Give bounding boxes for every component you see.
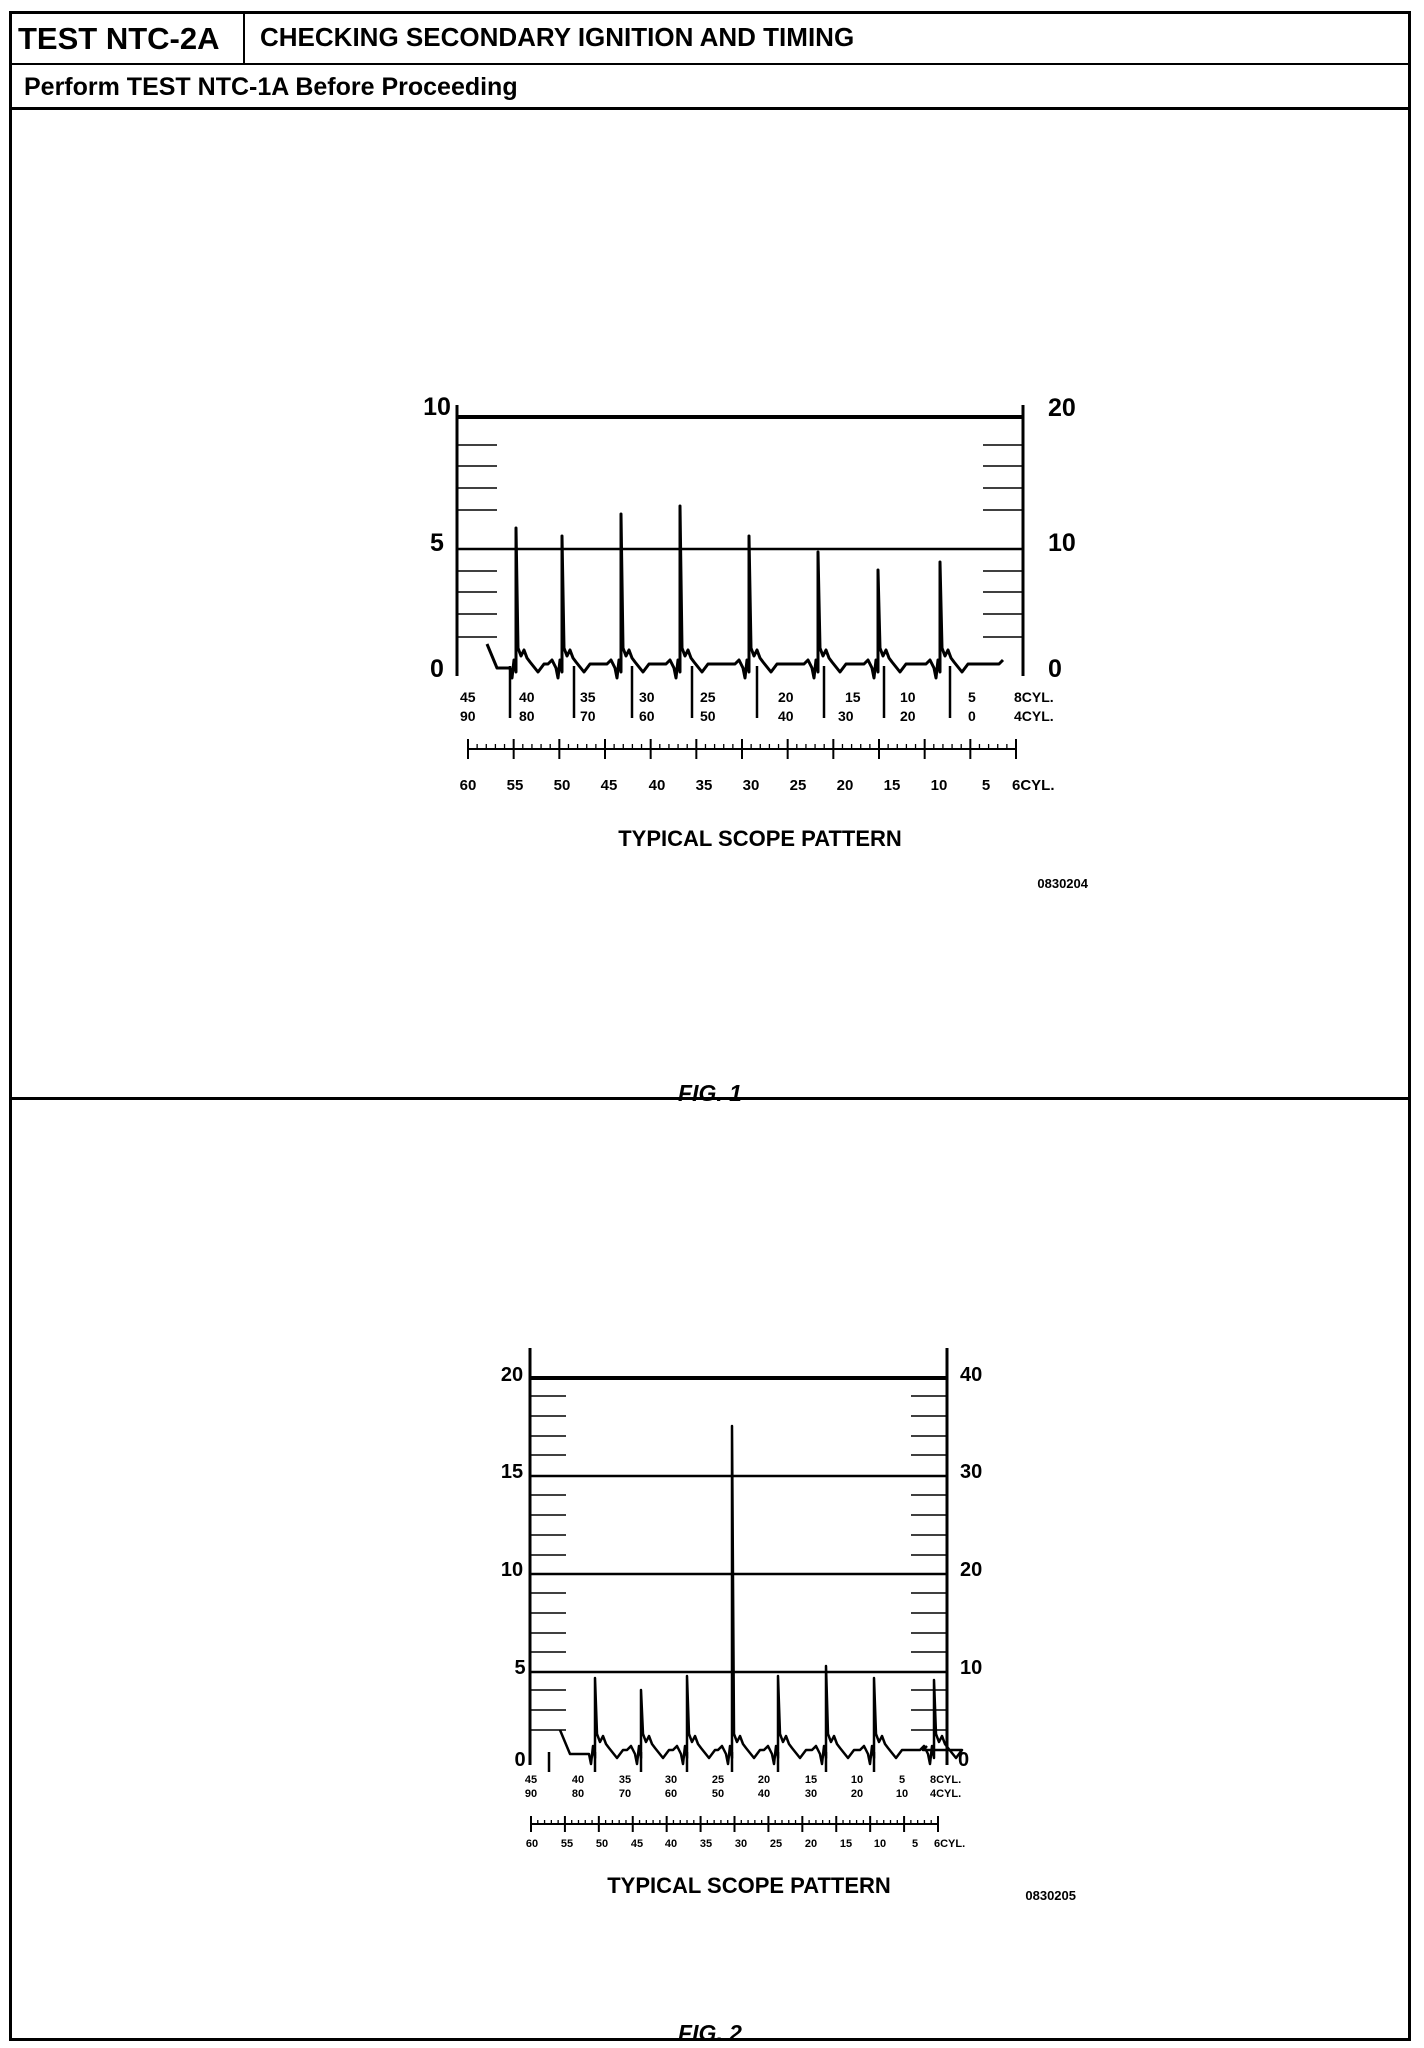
fig1-degree-ruler xyxy=(468,739,1016,759)
test-id: TEST NTC-2A xyxy=(12,14,245,63)
fig1-4cyl-80: 80 xyxy=(519,708,535,724)
fig1-8cyl-45: 45 xyxy=(460,689,476,705)
fig1-8cyl-15: 15 xyxy=(845,689,861,705)
fig2-6cyl-55: 55 xyxy=(560,1838,574,1850)
fig2-8cyl-30: 30 xyxy=(664,1774,678,1786)
fig2-8cyl-20: 20 xyxy=(757,1774,771,1786)
fig2-8cyl-5: 5 xyxy=(898,1774,906,1786)
fig2-grid xyxy=(530,1348,947,1765)
fig2-waveform xyxy=(549,1426,962,1772)
fig1-6cyl-5: 5 xyxy=(981,777,991,794)
test-page xyxy=(9,11,1411,2046)
fig2-pattern-label: TYPICAL SCOPE PATTERN xyxy=(607,1873,891,1898)
fig2-4cyl-90: 90 xyxy=(524,1788,538,1800)
fig1-8cyl-10: 10 xyxy=(900,689,916,705)
fig1-8cyl-label: 8CYL. xyxy=(1014,689,1054,705)
fig2-6cyl-45: 45 xyxy=(630,1838,644,1850)
fig1-8cyl-20: 20 xyxy=(778,689,794,705)
fig2-left-tick-0: 0 xyxy=(514,1749,526,1771)
fig1-8cyl-25: 25 xyxy=(700,689,716,705)
fig1-panel xyxy=(12,110,1408,1106)
fig2-8cyl-10: 10 xyxy=(850,1774,864,1786)
fig2-6cyl-60: 60 xyxy=(525,1838,539,1850)
fig1-8cyl-40: 40 xyxy=(519,689,535,705)
fig1-6cyl-25: 25 xyxy=(789,777,807,794)
fig2-4cyl-80: 80 xyxy=(571,1788,585,1800)
fig1-drawing-id: 0830204 xyxy=(1037,876,1088,891)
fig1-right-tick-10: 10 xyxy=(1048,529,1076,557)
fig1-caption: FIG. 1 xyxy=(678,1080,742,1106)
fig1-6cyl-label: 6CYL. xyxy=(1012,777,1055,794)
fig2-right-tick-0: 0 xyxy=(958,1749,970,1771)
fig1-6cyl-45: 45 xyxy=(600,777,618,794)
fig2-4cyl-label: 4CYL. xyxy=(930,1788,962,1800)
fig2-4cyl-70: 70 xyxy=(618,1788,632,1800)
fig1-6cyl-40: 40 xyxy=(648,777,666,794)
fig1-4cyl-20: 20 xyxy=(900,708,916,724)
fig2-8cyl-45: 45 xyxy=(524,1774,538,1786)
fig2-degree-ruler xyxy=(531,1816,938,1832)
prerequisite-note: Perform TEST NTC-1A Before Proceeding xyxy=(12,65,1408,110)
fig1-4cyl-0: 0 xyxy=(968,708,976,724)
fig2-8cyl-35: 35 xyxy=(618,1774,632,1786)
fig1-4cyl-90: 90 xyxy=(460,708,476,724)
fig1-right-tick-0: 0 xyxy=(1048,655,1062,683)
fig2-4cyl-30: 30 xyxy=(804,1788,818,1800)
fig1-left-tick-5: 5 xyxy=(430,529,444,557)
fig2-6cyl-30: 30 xyxy=(734,1838,748,1850)
fig1-8cyl-35: 35 xyxy=(580,689,596,705)
fig2-left-tick-10: 10 xyxy=(500,1559,524,1581)
fig2-8cyl-40: 40 xyxy=(571,1774,585,1786)
fig2-6cyl-label: 6CYL. xyxy=(934,1838,966,1850)
fig2-8cyl-25: 25 xyxy=(711,1774,725,1786)
fig2-6cyl-10: 10 xyxy=(873,1838,887,1850)
fig2-left-tick-20: 20 xyxy=(500,1364,524,1386)
fig2-6cyl-20: 20 xyxy=(804,1838,818,1850)
fig1-scope-trace xyxy=(487,506,1003,678)
fig2-6cyl-40: 40 xyxy=(664,1838,678,1850)
fig1-6cyl-60: 60 xyxy=(459,777,477,794)
fig1-6cyl-55: 55 xyxy=(506,777,524,794)
page-title: CHECKING SECONDARY IGNITION AND TIMING xyxy=(260,22,855,52)
fig1-6cyl-35: 35 xyxy=(695,777,713,794)
fig2-4cyl-20: 20 xyxy=(850,1788,864,1800)
fig1-left-tick-10: 10 xyxy=(423,393,451,421)
fig1-waveform xyxy=(487,506,1003,718)
fig2-right-tick-30: 30 xyxy=(960,1461,983,1483)
fig1-pattern-label: TYPICAL SCOPE PATTERN xyxy=(618,826,902,851)
fig2-4cyl-50: 50 xyxy=(711,1788,725,1800)
fig2-4cyl-10: 10 xyxy=(895,1788,909,1800)
fig2-scope-diagram xyxy=(12,1100,1408,2038)
fig1-grid xyxy=(457,405,1023,676)
fig2-6cyl-35: 35 xyxy=(699,1838,713,1850)
fig2-left-tick-15: 15 xyxy=(500,1461,524,1483)
fig1-4cyl-40: 40 xyxy=(778,708,794,724)
fig1-6cyl-20: 20 xyxy=(836,777,854,794)
fig1-6cyl-30: 30 xyxy=(742,777,760,794)
fig2-6cyl-5: 5 xyxy=(911,1838,919,1850)
header-row xyxy=(12,14,1408,65)
fig2-8cyl-15: 15 xyxy=(804,1774,818,1786)
fig2-4cyl-40: 40 xyxy=(757,1788,771,1800)
fig1-4cyl-60: 60 xyxy=(639,708,655,724)
fig2-panel xyxy=(12,1100,1408,2046)
fig2-drawing-id: 0830205 xyxy=(1025,1888,1076,1903)
fig1-6cyl-50: 50 xyxy=(553,777,571,794)
fig2-right-tick-20: 20 xyxy=(960,1559,983,1581)
fig1-4cyl-30: 30 xyxy=(838,708,854,724)
fig1-8cyl-5: 5 xyxy=(968,689,976,705)
fig1-right-tick-20: 20 xyxy=(1048,394,1076,422)
fig2-6cyl-15: 15 xyxy=(839,1838,853,1850)
fig2-right-tick-10: 10 xyxy=(960,1657,983,1679)
fig1-left-tick-0: 0 xyxy=(430,655,444,683)
fig2-8cyl-label: 8CYL. xyxy=(930,1774,962,1786)
fig2-6cyl-25: 25 xyxy=(769,1838,783,1850)
fig2-left-tick-5: 5 xyxy=(514,1657,526,1679)
fig1-4cyl-label: 4CYL. xyxy=(1014,708,1054,724)
fig1-4cyl-70: 70 xyxy=(580,708,596,724)
fig1-6cyl-10: 10 xyxy=(930,777,948,794)
fig1-scope-diagram xyxy=(12,110,1408,1097)
fig2-6cyl-50: 50 xyxy=(595,1838,609,1850)
fig2-right-tick-40: 40 xyxy=(960,1364,983,1386)
fig2-caption: FIG. 2 xyxy=(678,2020,742,2046)
fig2-4cyl-60: 60 xyxy=(664,1788,678,1800)
fig1-6cyl-15: 15 xyxy=(883,777,901,794)
fig1-8cyl-30: 30 xyxy=(639,689,655,705)
fig1-4cyl-50: 50 xyxy=(700,708,716,724)
